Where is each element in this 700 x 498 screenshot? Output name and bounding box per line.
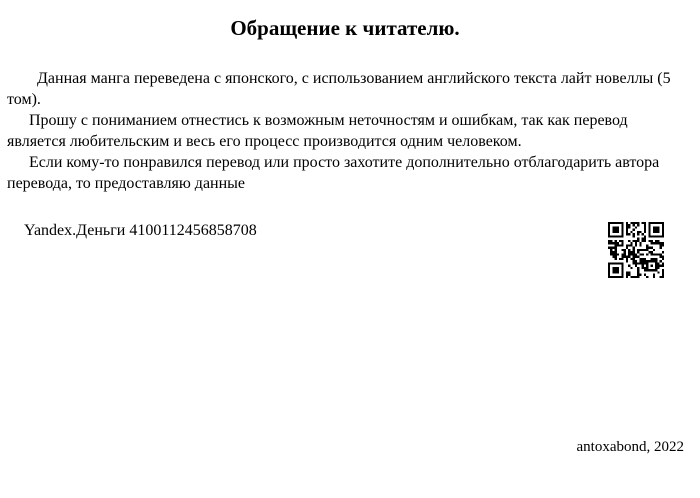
qr-code-icon — [608, 222, 664, 278]
paragraph-apology: Прошу с пониманием отнестись к возможным неточностям и ошибкам, так как перевод является любительским и весь его процесс производится одним человеком. — [7, 112, 628, 150]
page-title: Обращение к читателю. — [230, 16, 460, 40]
message-body — [7, 68, 687, 194]
signature: antoxabond, 2022 — [576, 439, 684, 455]
paragraph-translation-source: Данная манга переведена с японского, с использованием английского текста лайт новеллы (5 том). — [7, 70, 671, 108]
paragraph-thanks: Если кому-то понравился перевод или просто захотите дополнительно отблагодарить автора перевода, то предоставляю данные — [7, 154, 660, 192]
payment-details: Yandex.Деньги 4100112456858708 — [24, 222, 257, 239]
